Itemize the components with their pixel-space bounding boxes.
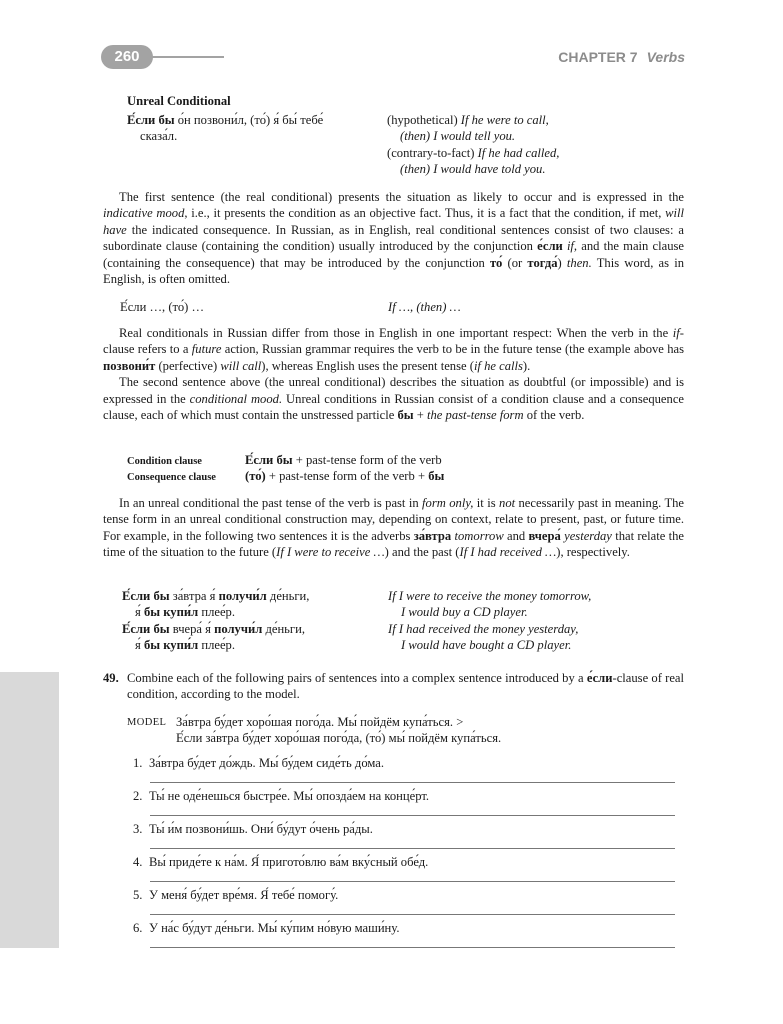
paragraph-unreal-tense: In an unreal conditional the past tense of the verb is past in form only, it is not necessarily past in meaning. The tense form in an unreal conditional construction may, depending on context, relate to present, past, or future time. For example, in the following two sentences it is the adverbs за́втра tomorrow and вчера́ yesterday that relate the time of the situation to the future (If I were to receive …) and the past (If I had received …), respectively. xyxy=(103,496,685,560)
unreal-en-line-3: (contrary-to-fact) If he had called, xyxy=(387,145,560,160)
item-number: 2. xyxy=(133,789,143,803)
exercise-item-5 xyxy=(133,887,678,903)
example-en-line-3: If I had received the money yesterday, xyxy=(388,621,579,636)
model-example xyxy=(176,714,501,747)
consequence-clause-row xyxy=(127,468,216,486)
chapter-label: CHAPTER 7 xyxy=(558,49,638,65)
answer-line-2[interactable] xyxy=(150,815,675,816)
exercise-number: 49. xyxy=(103,671,119,685)
chapter-heading xyxy=(558,48,685,66)
item-text: У на́с бу́дут де́ньги. Мы́ ку́пим но́вую маши́ну. xyxy=(149,921,400,935)
answer-line-4[interactable] xyxy=(150,881,675,882)
unreal-en-line-2: (then) I would tell you. xyxy=(400,129,516,144)
model-label: MODEL xyxy=(127,717,167,728)
item-number: 3. xyxy=(133,822,143,836)
unreal-conditional-title: Unreal Conditional xyxy=(127,94,231,108)
section-label: Verbs xyxy=(646,49,685,65)
exercise-item-6 xyxy=(133,920,678,936)
item-text: За́втра бу́дет до́ждь. Мы́ бу́дем сиде́ть до́ма. xyxy=(149,756,385,770)
condition-clause-label: Condition clause xyxy=(127,456,202,467)
item-number: 6. xyxy=(133,921,143,935)
exercise-item-2 xyxy=(133,788,678,804)
example-ru-line-1: Е́сли бы за́втра я́ получи́л де́ньги, xyxy=(122,589,310,603)
paragraph-real-conditional-tense: Real conditionals in Russian differ from those in English in one important respect: When the verb in the if-clause refers to a future action, Russian grammar requires the verb to be in the future tense (the example above has позвони́т (perfective) will call), whereas English uses the present tense (if he calls). The second sentence above (the unreal conditional) describes the situation as doubtful (or impossible) and is expressed in the conditional mood. Unreal conditions in Russian consist of a condition clause and a consequence clause, each of which must contain the unstressed particle бы + the past-tense form of the verb. xyxy=(103,326,684,423)
item-text: Ты́ и́м позвони́шь. Они́ бу́дут о́чень ра́ды. xyxy=(149,822,373,836)
example-en-line-2: I would buy a CD player. xyxy=(401,605,528,620)
item-number: 1. xyxy=(133,756,143,770)
answer-line-6[interactable] xyxy=(150,947,675,948)
unreal-ru-line-1: Е́сли бы о́н позвони́л, (то́) я́ бы́ тебе́ xyxy=(127,113,324,127)
unreal-en-line-4: (then) I would have told you. xyxy=(400,162,546,177)
unreal-en-line-1: (hypothetical) If he were to call, xyxy=(387,113,549,127)
model-line-2: Е́сли за́втра бу́дет хоро́шая пого́да, (то́) мы́ пойдём купа́ться. xyxy=(176,731,502,746)
unreal-ru-line-2: сказа́л. xyxy=(140,129,178,144)
exercise-item-1 xyxy=(133,755,678,771)
model-line-1: За́втра бу́дет хоро́шая пого́да. Мы́ пойдём купа́ться. > xyxy=(176,715,464,729)
exercise-item-4 xyxy=(133,854,678,870)
example-en-line-4: I would have bought a CD player. xyxy=(401,638,572,653)
example-ru-line-2: я́ бы купи́л плее́р. xyxy=(135,605,235,620)
item-number: 4. xyxy=(133,855,143,869)
condition-clause-formula: Е́сли бы + past-tense form of the verb xyxy=(245,453,442,467)
examples-russian xyxy=(122,588,309,654)
item-text: У меня́ бу́дет вре́мя. Я́ тебе́ помогу́. xyxy=(149,888,339,902)
item-text: Вы́ приде́те к на́м. Я́ пригото́влю ва́м вку́сный обе́д. xyxy=(149,855,429,869)
examples-english xyxy=(388,588,591,654)
exercise-item-3 xyxy=(133,821,678,837)
example-ru-line-4: я́ бы купи́л плее́р. xyxy=(135,638,235,653)
consequence-clause-label: Consequence clause xyxy=(127,472,216,483)
unreal-example-english xyxy=(387,112,559,178)
header-rule xyxy=(150,56,224,58)
formula-english: If …, (then) … xyxy=(388,300,461,314)
page-number-badge: 260 xyxy=(101,45,153,69)
formula-russian: Е́сли …, (то́) … xyxy=(120,300,205,314)
example-en-line-1: If I were to receive the money tomorrow, xyxy=(388,589,592,603)
consequence-clause-formula: (то́) + past-tense form of the verb + бы xyxy=(245,469,445,483)
unreal-example-russian xyxy=(127,112,323,145)
exercise-instructions: Combine each of the following pairs of sentences into a complex sentence introduced by a е́сли-clause of real condition, according to the model. xyxy=(127,671,684,702)
item-text: Ты́ не оде́нешься быстре́е. Мы́ опозда́ем на конце́рт. xyxy=(149,789,430,803)
item-number: 5. xyxy=(133,888,143,902)
side-tab-bar xyxy=(0,672,59,948)
example-ru-line-3: Е́сли бы вчера́ я́ получи́л де́ньги, xyxy=(122,621,305,636)
answer-line-5[interactable] xyxy=(150,914,675,915)
answer-line-1[interactable] xyxy=(150,782,675,783)
paragraph-real-conditional: The first sentence (the real conditional) presents the situation as likely to occur and is expressed in the indicative mood, i.e., it presents the condition as an objective fact. Thus, it is a fact that the condition, if met, will have the indicated consequence. In Russian, as in English, real conditional sentences consist of two clauses: a subordinate clause (containing the condition) usually introduced by the conjunction е́сли if, and the main clause (containing the consequence) that may be introduced by the conjunction то́ (or тогда́) then. This word, as in English, is often omitted. xyxy=(103,190,685,287)
answer-line-3[interactable] xyxy=(150,848,675,849)
